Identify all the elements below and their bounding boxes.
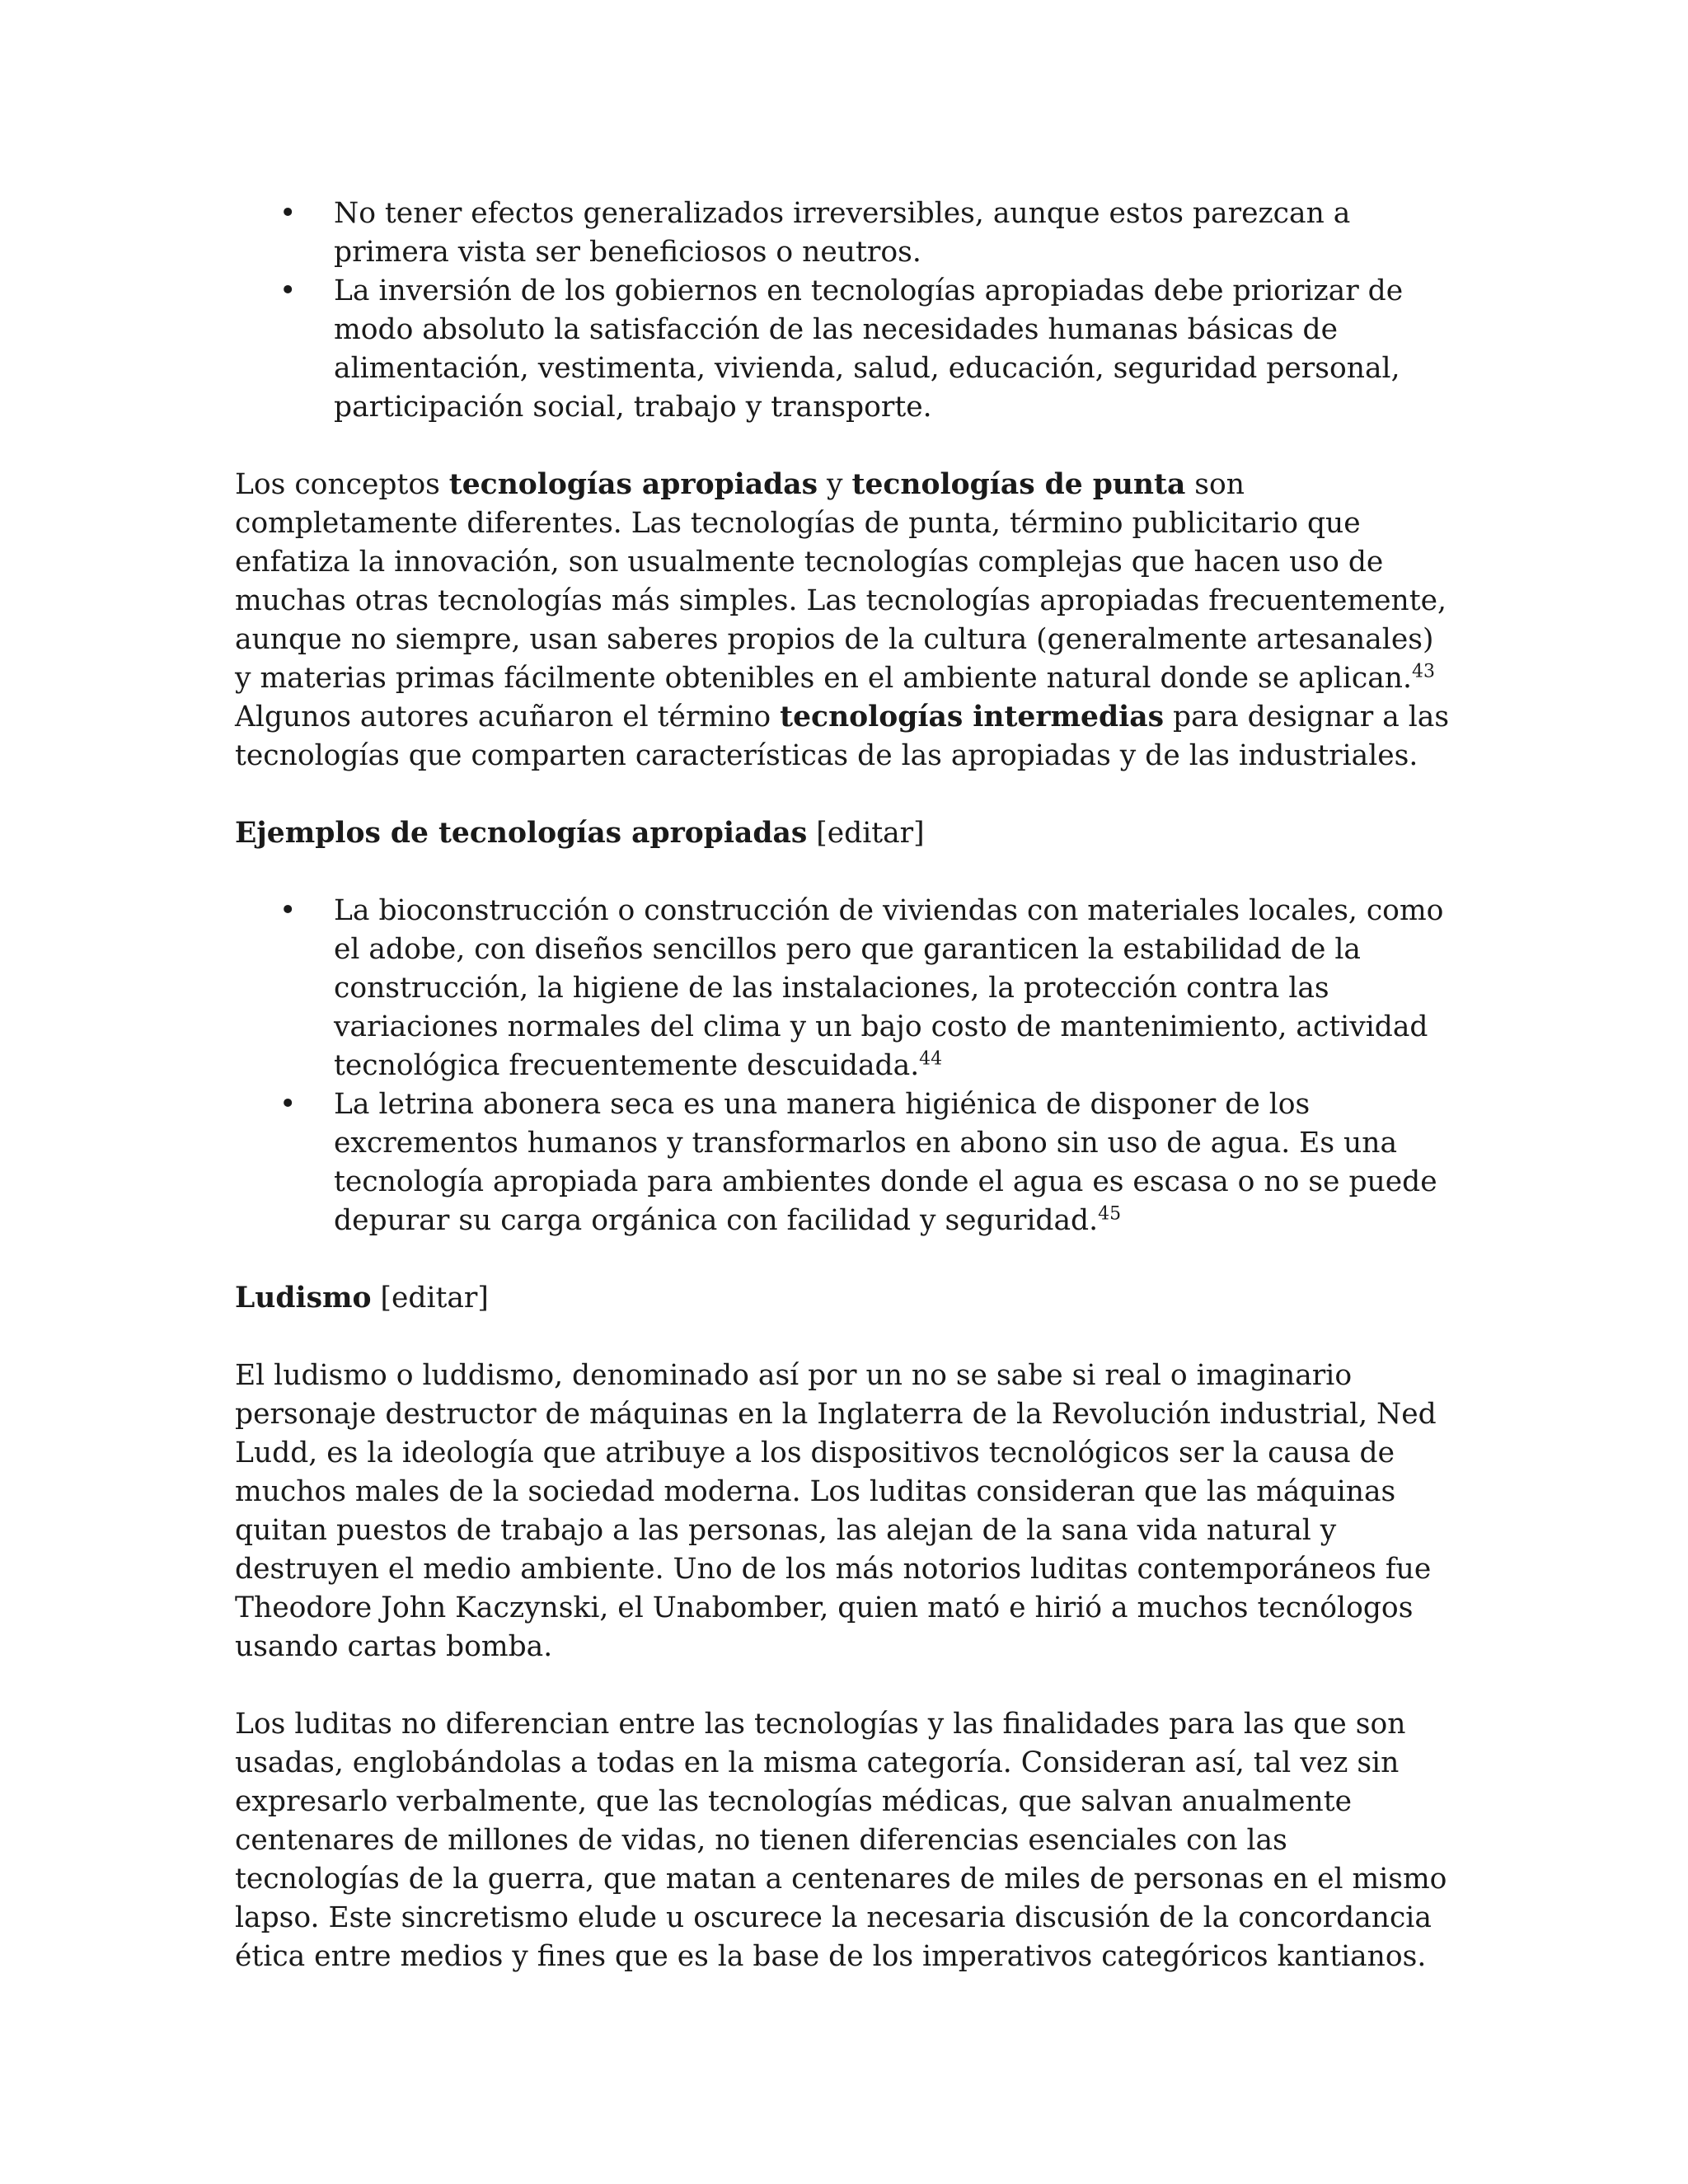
term-tecnologias-intermedias: tecnologías intermedias [780, 701, 1165, 733]
intro-bullet-list [235, 194, 1455, 427]
section-title: Ludismo [235, 1282, 372, 1315]
paragraph-text: Algunos autores acuñaron el término [235, 701, 781, 733]
ludismo-paragraph-1: El ludismo o luddismo, denominado así por un no se sabe si real o imaginario personaje destructor de máquinas en la Inglaterra de la Revolución industrial, Ned Ludd, es la ideología que atribuye a los dispositivos tecnológicos ser la causa de muchos males de la sociedad moderna. Los luditas consideran que las máquinas quitan puestos de trabajo a las personas, las alejan de la sana vida natural y destruyen el medio ambiente. Uno de los más notorios luditas contemporáneos fue Theodore John Kaczynski, el Unabomber, quien mató e hirió a muchos tecnólogos usando cartas bomba. [235, 1359, 1437, 1663]
paragraph-text: y [818, 468, 852, 501]
examples-bullet-list [235, 892, 1455, 1240]
ludismo-paragraph-2: Los luditas no diferencian entre las tecnologías y las finalidades para las que son usadas, englobándolas a todas en la misma categoría. Consideran así, tal vez sin expresarlo verbalmente, que las tecnologías médicas, que salvan anualmente centenares de millones de vidas, no tienen diferencias esenciales con las tecnologías de la guerra, que matan a centenares de miles de personas en el mismo lapso. Este sincretismo elude u oscurece la necesaria discusión de la concordancia ética entre medios y fines que es la base de los imperativos categóricos kantianos. [235, 1708, 1447, 1973]
reference-45[interactable]: 45 [1098, 1203, 1122, 1225]
term-tecnologias-de-punta: tecnologías de punta [851, 468, 1186, 501]
section-title: Ejemplos de tecnologías apropiadas [235, 817, 808, 850]
concepts-paragraph [235, 466, 1455, 776]
list-item: • No tener efectos generalizados irreversibles, aunque estos parezcan a primera vista ser beneficiosos o neutros. [334, 194, 1455, 272]
list-item-text: La letrina abonera seca es una manera higiénica de disponer de los excrementos humanos y transformarlos en abono sin uso de agua. Es una tecnología apropiada para ambientes donde el agua es escasa o no se puede depurar su carga orgánica con facilidad y seguridad. [334, 1088, 1437, 1237]
edit-link[interactable]: [editar] [816, 817, 925, 850]
paragraph-text: son completamente diferentes. Las tecnologías de punta, término publicitario que enfatiza la innovación, son usualmente tecnologías complejas que hacen uso de muchas otras tecnologías más simples. Las tecnologías apropiadas frecuentemente, aunque no siempre, usan saberes propios de la cultura (generalmente artesanales) y materias primas fácilmente obtenibles en el ambiente natural donde se aplican. [235, 468, 1447, 695]
list-item: • La inversión de los gobiernos en tecnologías apropiadas debe priorizar de modo absoluto la satisfacción de las necesidades humanas básicas de alimentación, vestimenta, vivienda, salud, educación, seguridad personal, participación social, trabajo y transporte. [334, 272, 1455, 427]
list-item [334, 892, 1455, 1085]
list-item-text: La bioconstrucción o construcción de viviendas con materiales locales, como el adobe, con diseños sencillos pero que garanticen la estabilidad de la construcción, la higiene de las instalaciones, la protección contra las variaciones normales del clima y un bajo costo de mantenimiento, actividad tecnológica frecuentemente descuidada. [334, 894, 1444, 1082]
reference-44[interactable]: 44 [919, 1048, 943, 1070]
paragraph-text: para designar a las tecnologías que comparten características de las apropiadas y de las industriales. [235, 701, 1450, 772]
document-page [235, 194, 1455, 2015]
paragraph-text: Los conceptos [235, 468, 449, 501]
list-item [334, 1085, 1455, 1240]
term-tecnologias-apropiadas: tecnologías apropiadas [448, 468, 818, 501]
section-heading-examples [235, 814, 1455, 853]
edit-link[interactable]: [editar] [380, 1282, 489, 1315]
section-heading-ludismo [235, 1279, 1455, 1318]
reference-43[interactable]: 43 [1411, 661, 1435, 682]
